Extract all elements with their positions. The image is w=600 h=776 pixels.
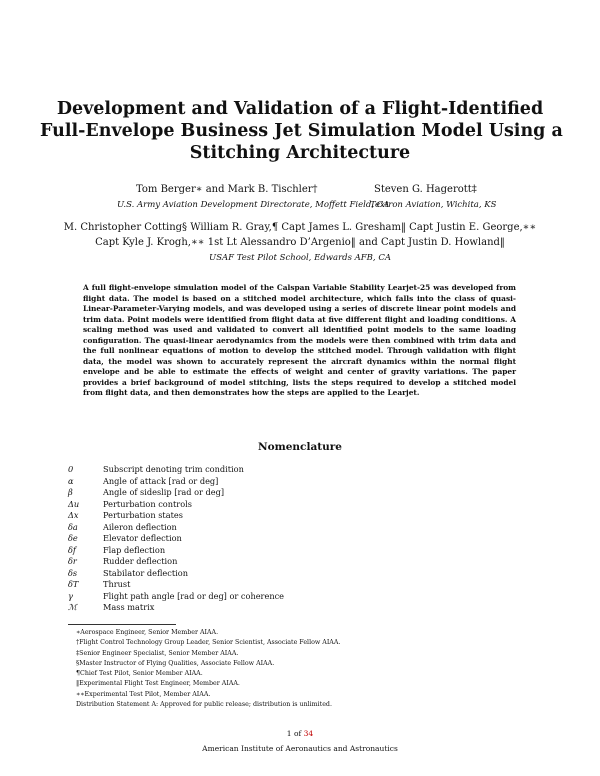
- nomenclature-definition: Mass matrix: [103, 602, 155, 612]
- nomenclature-symbol: δs: [68, 567, 78, 578]
- nomenclature-symbol: δa: [68, 521, 78, 532]
- nomenclature-heading: Nomenclature: [258, 441, 342, 453]
- affiliation-group-3: USAF Test Pilot School, Edwards AFB, CA: [209, 253, 391, 263]
- footnote: ∗∗Experimental Test Pilot, Member AIAA.: [76, 690, 211, 698]
- nomenclature-item: [68, 499, 508, 511]
- nomenclature-definition: Aileron deflection: [103, 521, 177, 532]
- nomenclature-item: [68, 556, 508, 568]
- footnote: ¶Chief Test Pilot, Senior Member AIAA.: [76, 670, 203, 678]
- author-group-3-line-1: M. Christopher Cotting§ William R. Gray,¶ Capt James L. Gresham‖ Capt Justin E. George,∗∗: [63, 222, 537, 233]
- affiliation-group-1: U.S. Army Aviation Development Directorate, Moffett Field, CA: [117, 200, 390, 210]
- nomenclature-symbol: δf: [68, 544, 76, 555]
- footnotes: [76, 628, 340, 710]
- nomenclature-item: [68, 464, 508, 476]
- author-group-1: Tom Berger∗ and Mark B. Tischler†: [136, 184, 318, 195]
- nomenclature-symbol: γ: [68, 590, 73, 601]
- nomenclature-definition: Flight path angle [rad or deg] or coherence: [103, 590, 285, 601]
- title-line-1: Development and Validation of a Flight-Identified: [56, 99, 544, 119]
- footnote: ‡Senior Engineer Specialist, Senior Member AIAA.: [76, 649, 239, 657]
- title-line-2: Full-Envelope Business Jet Simulation Model Using a: [40, 121, 563, 141]
- nomenclature-definition: Perturbation states: [103, 510, 183, 520]
- paper-title: [40, 98, 563, 164]
- nomenclature-definition: Rudder deflection: [103, 556, 178, 566]
- nomenclature-definition: Flap deflection: [103, 544, 166, 555]
- nomenclature-symbol: α: [68, 475, 74, 486]
- nomenclature-symbol: Δu: [68, 498, 80, 509]
- page-footer: American Institute of Aeronautics and Astronautics: [202, 744, 398, 753]
- nomenclature-definition: Stabilator deflection: [103, 567, 188, 578]
- footnote-rule: [68, 624, 176, 625]
- page-total-link[interactable]: 34: [303, 729, 314, 738]
- nomenclature-item: [68, 591, 508, 603]
- nomenclature-item: [68, 579, 508, 591]
- nomenclature-symbol: 0: [68, 464, 74, 474]
- nomenclature-item: [68, 602, 508, 614]
- nomenclature-item: [68, 522, 508, 534]
- nomenclature-item: [68, 545, 508, 557]
- nomenclature-definition: Perturbation controls: [103, 498, 192, 509]
- nomenclature-item: [68, 568, 508, 580]
- nomenclature-item: [68, 487, 508, 499]
- footnote: §Master Instructor of Flying Qualities, Associate Fellow AIAA.: [76, 659, 275, 667]
- footnote: Distribution Statement A: Approved for public release; distribution is unlimited.: [76, 701, 332, 709]
- nomenclature-definition: Elevator deflection: [103, 533, 182, 543]
- nomenclature-symbol: ℳ: [68, 602, 77, 612]
- nomenclature-item: [68, 510, 508, 522]
- nomenclature-definition: Thrust: [103, 579, 131, 589]
- nomenclature-definition: Subscript denoting trim condition: [103, 464, 244, 474]
- nomenclature-definition: Angle of attack [rad or deg]: [103, 475, 219, 486]
- footnote: †Flight Control Technology Group Leader, Senior Scientist, Associate Fellow AIAA.: [76, 639, 341, 647]
- author-group-3-line-2: Capt Kyle J. Krogh,∗∗ 1st Lt Alessandro D’Argenio‖ and Capt Justin D. Howland‖: [95, 237, 505, 248]
- footnote: ∗Aerospace Engineer, Senior Member AIAA.: [76, 629, 219, 636]
- nomenclature-symbol: Δx: [68, 510, 79, 520]
- nomenclature-definition: Angle of sideslip [rad or deg]: [103, 487, 225, 497]
- nomenclature-list: [68, 464, 508, 614]
- title-line-3: Stitching Architecture: [189, 143, 411, 163]
- nomenclature-symbol: δT: [68, 579, 79, 589]
- author-group-2: Steven G. Hagerott‡: [374, 184, 477, 195]
- abstract: A full flight-envelope simulation model of the Calspan Variable Stability Learjet-25 was developed from flight data. The model is based on a stitched model architecture, which falls into the class of quasi-Linear-Parameter-Varying models, and was developed using a series of discrete linear point models and trim data. Point models were identified from flight data at five different flight and loading conditions. A scaling method was used and validated to convert all identified point models to the same loading configuration. The quasi-linear aerodynamics from the models were then combined with trim data and the full nonlinear equations of motion to develop the stitched model. Through validation with flight data, the model was shown to accurately represent the aircraft dynamics within the normal flight envelope and be able to estimate the effects of weight and center of gravity variations. The paper provides a brief background of model stitching, lists the steps required to develop a stitched model from flight data, and then demonstrates how the steps are applied to the Learjet.: [83, 283, 516, 397]
- page-separator: of: [291, 729, 304, 738]
- affiliation-group-2: Textron Aviation, Wichita, KS: [370, 200, 497, 210]
- nomenclature-item: [68, 476, 508, 488]
- page-number: [0, 729, 600, 738]
- nomenclature-symbol: δr: [68, 556, 77, 566]
- page-current: 1: [286, 729, 292, 738]
- nomenclature-symbol: β: [68, 487, 73, 497]
- nomenclature-symbol: δe: [68, 533, 78, 543]
- footnote: ‖Experimental Flight Test Engineer, Member AIAA.: [76, 680, 240, 688]
- nomenclature-item: [68, 533, 508, 545]
